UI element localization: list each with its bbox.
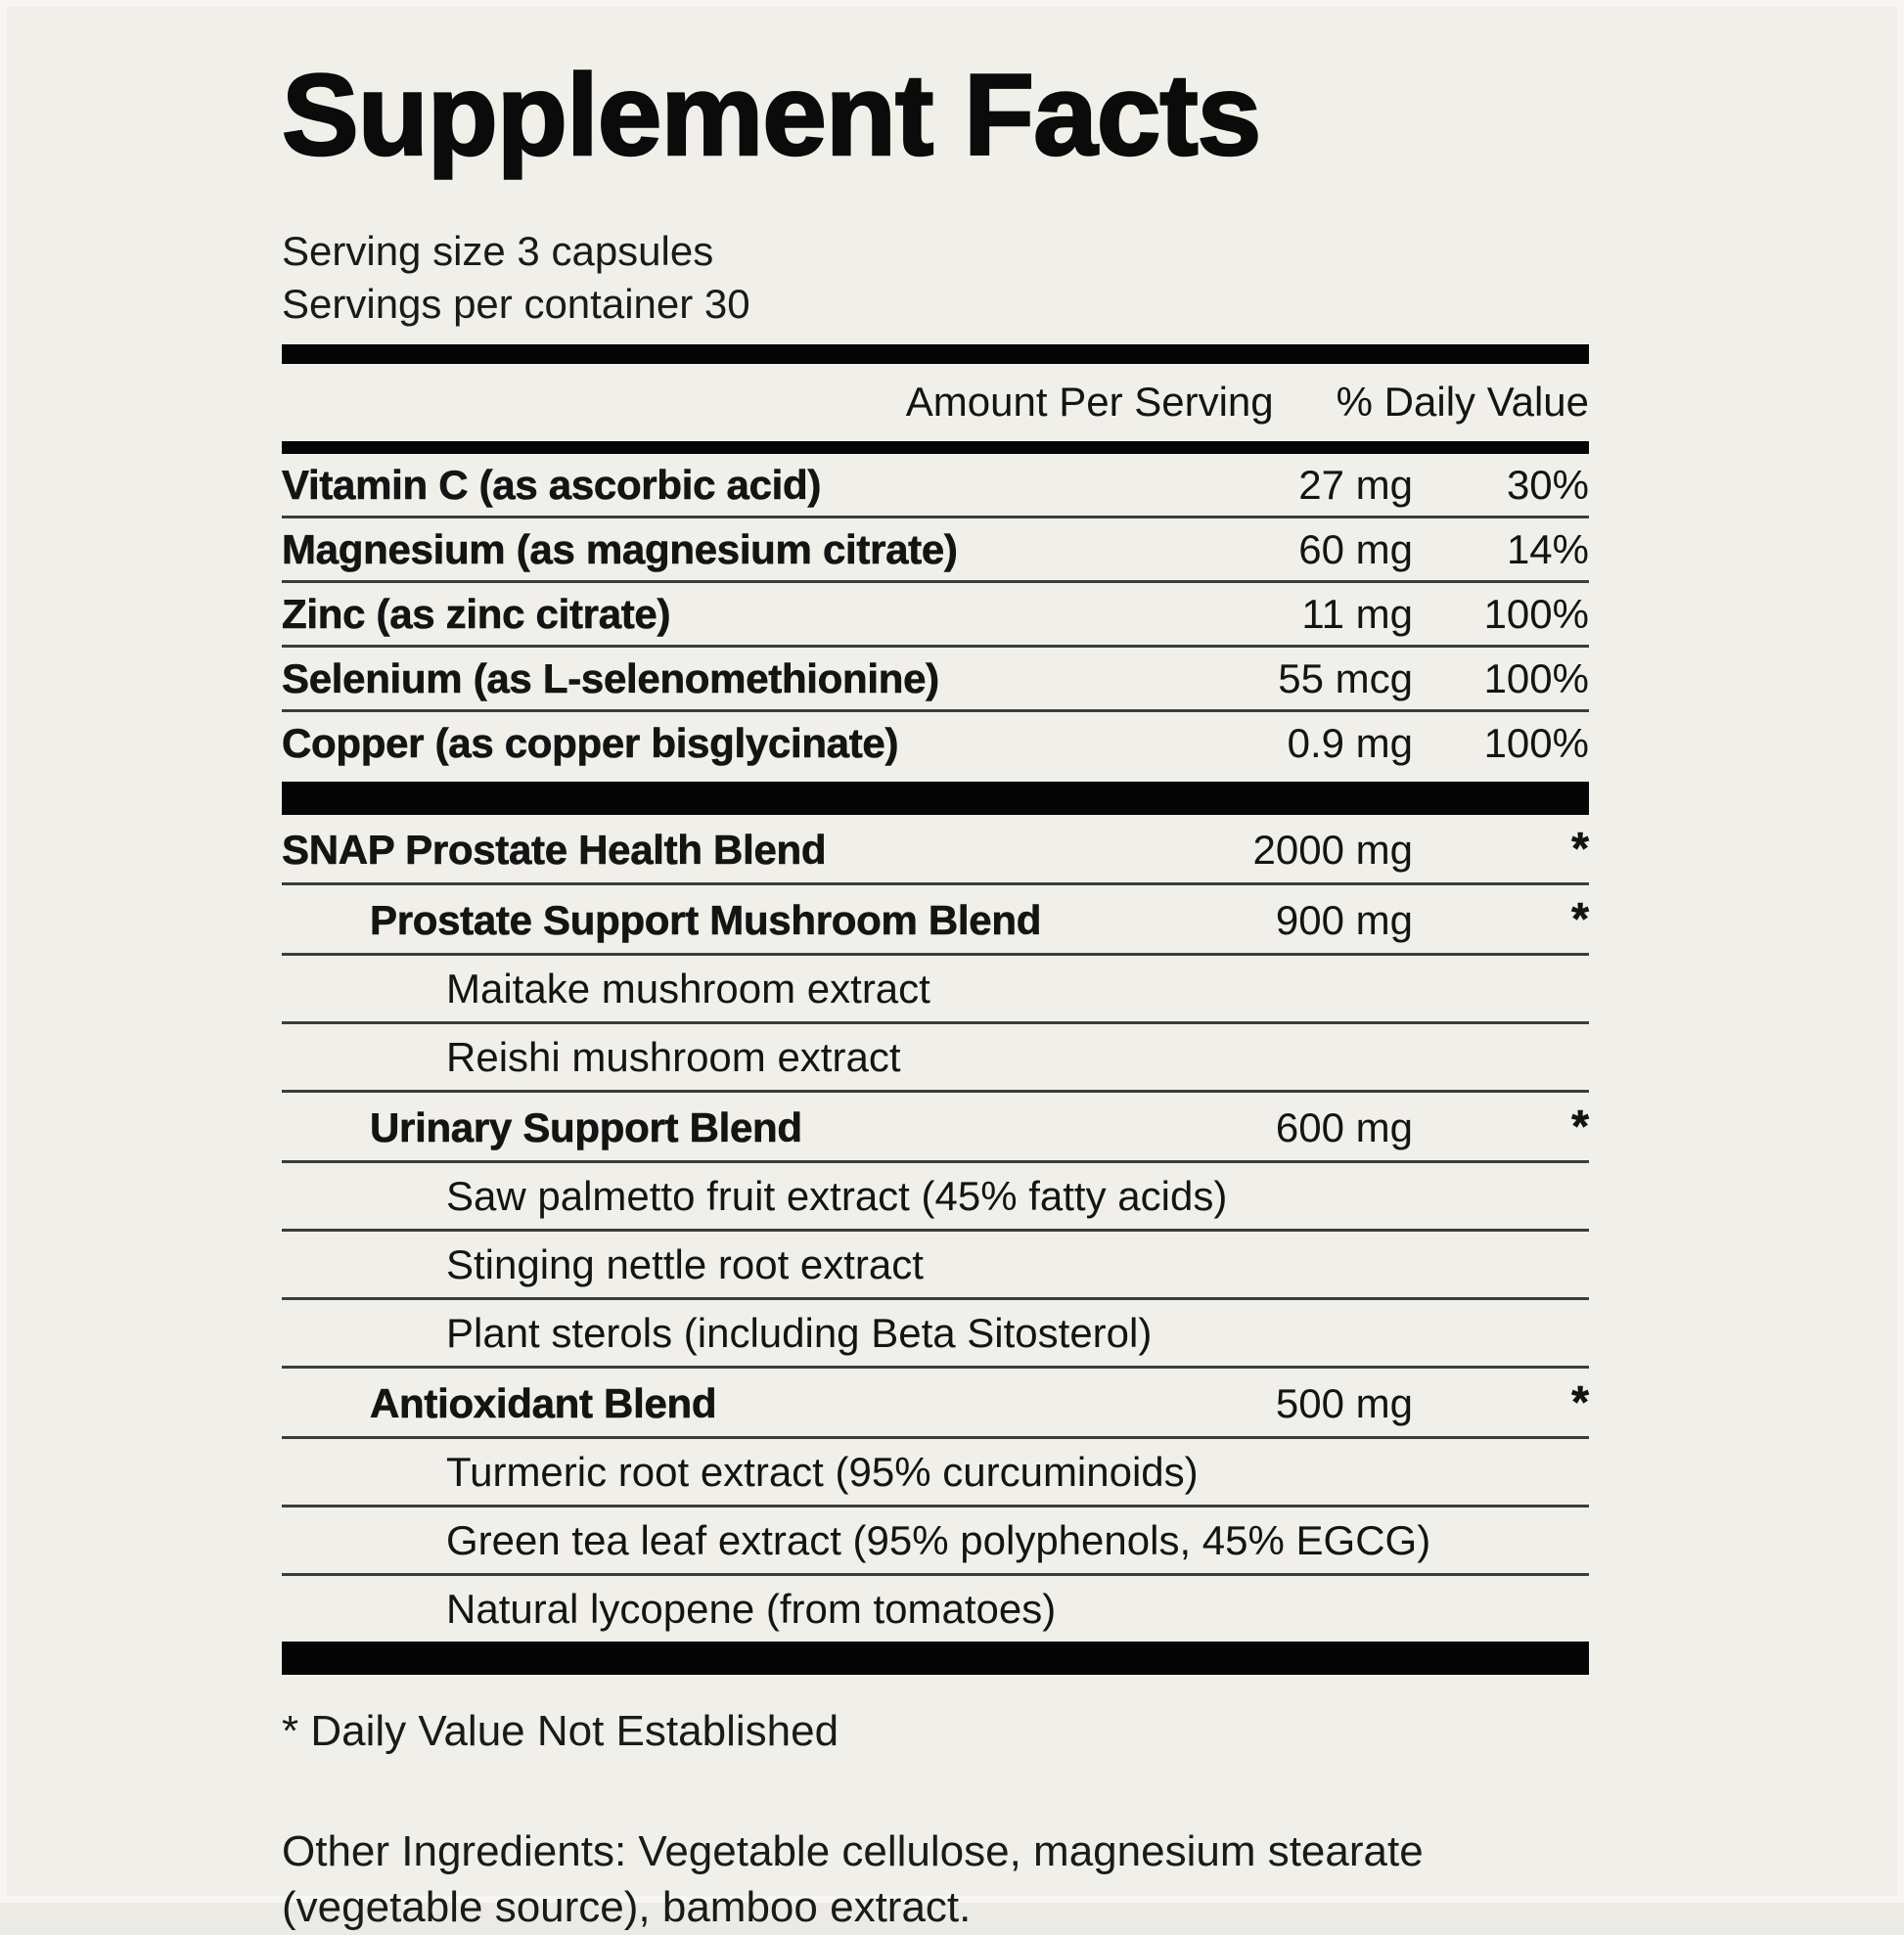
- table-row-maitake: [282, 956, 1589, 1024]
- ingredient-daily-value: 14%: [1506, 526, 1589, 573]
- ingredient-name: Saw palmetto fruit extract (45% fatty acids): [446, 1173, 1228, 1220]
- ingredient-amount: 11 mg: [1301, 591, 1413, 638]
- ingredient-amount: 60 mg: [1298, 526, 1413, 573]
- servings-per-container: Servings per container 30: [282, 281, 750, 328]
- table-row-snap-blend: [282, 815, 1589, 885]
- table-row-zinc: [282, 583, 1589, 648]
- ingredient-name: Prostate Support Mushroom Blend: [370, 897, 1042, 944]
- table-row-lycopene: [282, 1576, 1589, 1642]
- ingredient-name: Reishi mushroom extract: [446, 1034, 901, 1081]
- ingredient-daily-value: 100%: [1483, 720, 1589, 767]
- ingredient-name: Green tea leaf extract (95% polyphenols, 45% EGCG): [446, 1517, 1431, 1564]
- ingredient-daily-value: 100%: [1483, 655, 1589, 702]
- ingredient-amount: 2000 mg: [1252, 827, 1413, 874]
- ingredient-amount: 900 mg: [1275, 897, 1413, 944]
- table-row-plant-sterols: [282, 1300, 1589, 1369]
- daily-value-header: % Daily Value: [1336, 379, 1589, 426]
- table-row-vitamin-c: [282, 454, 1589, 518]
- ingredient-amount: 0.9 mg: [1287, 720, 1413, 767]
- table-row-green-tea: [282, 1508, 1589, 1576]
- table-row-magnesium: [282, 518, 1589, 583]
- ingredient-amount: 55 mcg: [1278, 655, 1413, 702]
- ingredient-name: Vitamin C (as ascorbic acid): [282, 462, 822, 509]
- ingredient-name: Urinary Support Blend: [370, 1104, 802, 1151]
- table-row-selenium: [282, 648, 1589, 712]
- ingredient-daily-value: *: [1571, 1101, 1589, 1152]
- panel-title: Supplement Facts: [282, 51, 1261, 180]
- ingredient-name: Turmeric root extract (95% curcuminoids): [446, 1449, 1199, 1496]
- ingredient-daily-value: *: [1571, 823, 1589, 875]
- divider-bar-blend: [282, 782, 1589, 815]
- ingredient-name: Selenium (as L-selenomethionine): [282, 655, 939, 702]
- daily-value-footnote: * Daily Value Not Established: [282, 1707, 839, 1756]
- ingredient-name: SNAP Prostate Health Blend: [282, 827, 827, 874]
- table-row-reishi: [282, 1024, 1589, 1093]
- divider-bar-top: [282, 344, 1589, 364]
- divider-bar-bottom: [282, 1642, 1589, 1675]
- ingredient-name: Maitake mushroom extract: [446, 966, 930, 1012]
- other-ingredients: Other Ingredients: Vegetable cellulose, magnesium stearate (vegetable source), bamboo extract.: [282, 1827, 1424, 1932]
- ingredient-name: Stinging nettle root extract: [446, 1241, 924, 1288]
- ingredient-daily-value: 100%: [1483, 591, 1589, 638]
- table-column-header: [282, 364, 1589, 441]
- table-row-urinary-blend: [282, 1093, 1589, 1163]
- amount-per-serving-header: Amount Per Serving: [905, 379, 1274, 426]
- table-row-mushroom-blend: [282, 885, 1589, 956]
- ingredient-daily-value: *: [1571, 1376, 1589, 1428]
- table-row-stinging-nettle: [282, 1232, 1589, 1300]
- table-row-copper: [282, 712, 1589, 774]
- serving-size: Serving size 3 capsules: [282, 228, 714, 275]
- ingredient-name: Plant sterols (including Beta Sitosterol): [446, 1310, 1153, 1357]
- table-row-antioxidant-blend: [282, 1369, 1589, 1439]
- ingredient-amount: 500 mg: [1275, 1380, 1413, 1427]
- ingredient-name: Zinc (as zinc citrate): [282, 591, 671, 638]
- ingredient-name: Magnesium (as magnesium citrate): [282, 526, 958, 573]
- ingredient-amount: 600 mg: [1275, 1104, 1413, 1151]
- ingredient-name: Copper (as copper bisglycinate): [282, 720, 899, 767]
- ingredient-daily-value: *: [1571, 893, 1589, 945]
- ingredient-amount: 27 mg: [1298, 462, 1413, 509]
- table-row-saw-palmetto: [282, 1163, 1589, 1232]
- divider-bar-header: [282, 441, 1589, 454]
- ingredient-name: Natural lycopene (from tomatoes): [446, 1586, 1057, 1633]
- ingredient-daily-value: 30%: [1506, 462, 1589, 509]
- ingredient-name: Antioxidant Blend: [370, 1380, 717, 1427]
- table-row-turmeric: [282, 1439, 1589, 1508]
